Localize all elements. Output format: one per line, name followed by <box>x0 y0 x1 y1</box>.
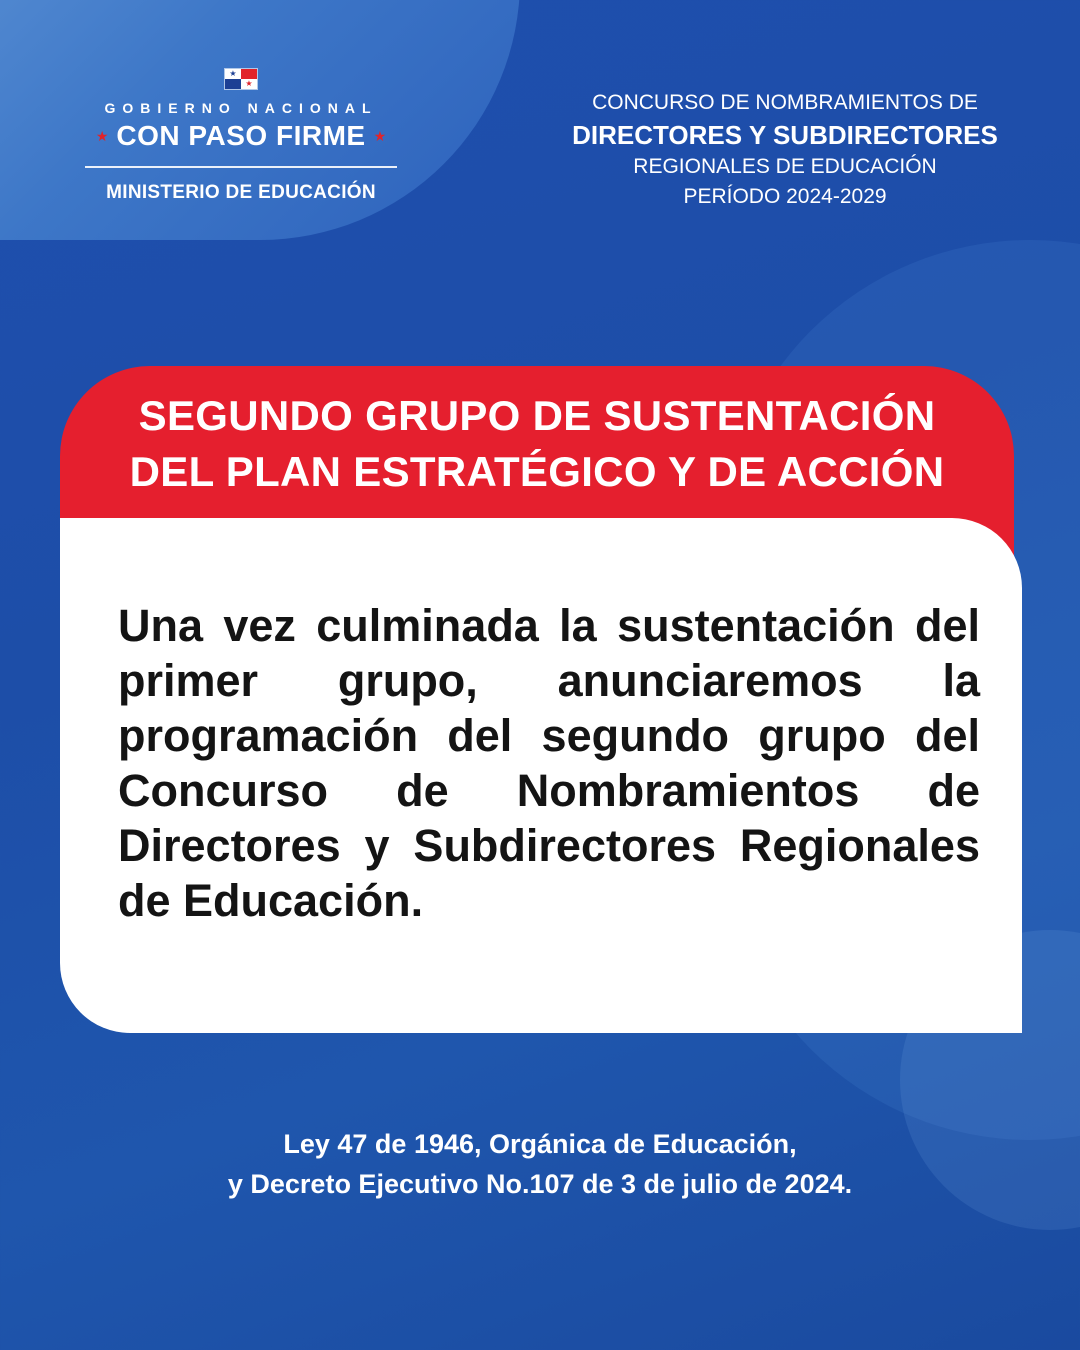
star-icon: ★ <box>95 127 109 144</box>
government-logo <box>85 68 397 204</box>
contest-header <box>545 88 1025 212</box>
logo-divider <box>85 166 397 168</box>
logo-ministerio: MINISTERIO DE EDUCACIÓN <box>106 182 376 203</box>
header-line-1: CONCURSO DE NOMBRAMIENTOS DE <box>592 91 978 114</box>
header-line-2: DIRECTORES Y SUBDIRECTORES <box>572 120 998 150</box>
banner-title-line-2: DEL PLAN ESTRATÉGICO Y DE ACCIÓN <box>129 448 945 495</box>
header-line-3: REGIONALES DE EDUCACIÓN <box>633 155 937 178</box>
logo-paso-row <box>85 120 397 152</box>
legal-footer <box>80 1124 1000 1204</box>
header-period: PERÍODO 2024-2029 <box>683 185 887 208</box>
banner-title <box>60 388 1014 500</box>
panama-flag-icon: ★ ★ <box>224 68 258 90</box>
logo-con-paso-firme: CON PASO FIRME <box>116 120 366 151</box>
footer-line-1: Ley 47 de 1946, Orgánica de Educación, <box>283 1129 797 1159</box>
announcement-text: Una vez culminada la sustentación del primer grupo, anunciaremos la programación del segundo grupo del Concurso de Nombramientos de Directores y Subdirectores Regionales de Educación. <box>118 600 980 926</box>
banner-title-line-1: SEGUNDO GRUPO DE SUSTENTACIÓN <box>138 392 936 439</box>
star-icon: ★ <box>373 127 387 144</box>
footer-line-2: y Decreto Ejecutivo No.107 de 3 de julio de 2024. <box>227 1169 853 1199</box>
logo-gobierno-nacional: GOBIERNO NACIONAL <box>104 100 378 116</box>
